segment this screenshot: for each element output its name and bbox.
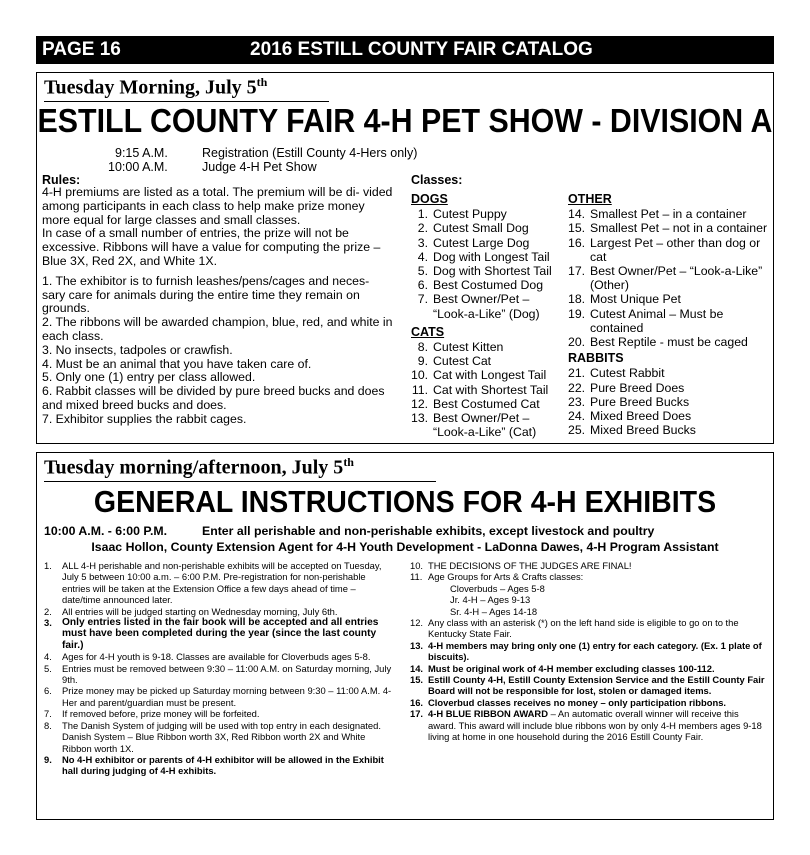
class-item: 14. Smallest Pet – in a container [568,207,747,222]
class-item: 7. Best Owner/Pet – “Look-a-Like” (Dog) [417,292,540,321]
classes-column-right [568,190,770,437]
class-item: 12. Best Costumed Cat [411,396,540,411]
schedule-time-1: 9:15 A.M. [115,146,168,160]
class-item: 18. Most Unique Pet [568,292,681,307]
rule-item: 2. The ribbons will be awarded champion, blue, red, and white in each class. [42,315,393,343]
age-group-item: Sr. 4-H – Ages 14-18 [450,605,538,617]
rules-label: Rules: [42,173,81,187]
catalog-title: 2016 ESTILL COUNTY FAIR CATALOG [250,39,593,60]
schedule-event-2: Judge 4-H Pet Show [202,160,317,174]
general-day-heading: Tuesday morning/afternoon, July 5th [44,455,436,482]
rule-item: 6. Rabbit classes will be divided by pure breed bucks and does and mixed breed bucks and does. [42,384,385,412]
instruction-item: 10. THE DECISIONS OF THE JUDGES ARE FINAL! [410,560,632,571]
entry-time-description: Enter all perishable and non-perishable exhibits, except livestock and poultry [202,524,655,538]
age-group-item: Cloverbuds – Ages 5-8 [450,582,545,594]
class-item: 21. Cutest Rabbit [568,366,665,381]
class-item: 8. Cutest Kitten [417,340,504,355]
schedule-time-2: 10:00 A.M. [108,160,168,174]
category-heading-cats: CATS [411,324,445,339]
instruction-item: 2. All entries will be judged starting on Wednesday morning, July 6th. [44,605,338,617]
rule-item: 3. No insects, tadpoles or crawfish. [42,342,233,357]
class-item: 13. Best Owner/Pet – “Look-a-Like” (Cat) [411,411,537,440]
class-item: 6. Best Costumed Dog [417,278,544,293]
pet-show-day-heading: Tuesday Morning, July 5th [44,75,329,102]
rules-intro: In case of a small number of entries, the prize will not be excessive. Ribbons will have a value for computing the prize – Blue 3X, Red 2X, and White 1X. [42,226,381,268]
category-heading-rabbits: RABBITS [568,351,624,366]
class-item: 22. Pure Breed Does [568,380,685,395]
instruction-item: 7. If removed before, prize money will be forfeited. [44,708,260,720]
class-item: 19. Cutest Animal – Must be contained [568,306,724,335]
class-item: 25. Mixed Breed Bucks [568,423,696,438]
instructions-list-right [410,560,766,743]
pet-show-title: ESTILL COUNTY FAIR 4-H PET SHOW - DIVISION A [37,102,773,139]
class-item: 9. Cutest Cat [417,354,492,369]
staff-line: Isaac Hollon, County Extension Agent for 4-H Youth Development - LaDonna Dawes, 4-H Program Assistant [91,540,719,554]
instruction-item: 4. Ages for 4-H youth is 9-18. Classes are available for Cloverbuds ages 5-8. [44,651,371,663]
class-item: 16. Largest Pet – other than dog or cat [568,235,761,264]
general-instructions-title: GENERAL INSTRUCTIONS FOR 4-H EXHIBITS [93,484,717,519]
class-item: 10. Cat with Longest Tail [411,368,547,383]
class-item: 15. Smallest Pet – not in a container [568,221,768,236]
class-item: 23. Pure Breed Bucks [568,394,690,409]
class-item: 5. Dog with Shortest Tail [417,264,552,279]
instruction-item: 14. Must be original work of 4-H member excluding classes 100-112. [410,662,715,674]
classes-label: Classes: [411,173,463,187]
page-header-bar [36,36,774,64]
instruction-item: 17. 4-H BLUE RIBBON AWARD – An automatic overall winner will receive this award. This award will include blue ribbons won by only 4-H members ages 9-18 living at home in one household during the 2016 Estill County Fair. [410,708,762,743]
rules-body [42,186,394,427]
rule-item: 1. The exhibitor is to furnish leashes/pens/cages and neces- sary care for animals during the entire time they remain on grounds. [42,273,370,316]
category-heading-other: OTHER [568,192,612,206]
entry-time: 10:00 A.M. - 6:00 P.M. [44,524,168,538]
blue-ribbon-award-label: 4-H BLUE RIBBON AWARD [428,708,548,720]
class-item: 11. Cat with Shortest Tail [411,382,549,397]
rule-item: 5. Only one (1) entry per class allowed. [42,370,256,385]
instruction-item: 5. Entries must be removed between 9:30 – 11:00 A.M. on Saturday morning, July 9th. [44,662,392,686]
class-item: 3. Cutest Large Dog [417,235,530,250]
class-item: 4. Dog with Longest Tail [417,249,550,264]
class-item: 20. Best Reptile - must be caged [568,335,748,350]
instruction-item: 12. Any class with an asterisk (*) on the left hand side is eligible to go on to the Kentucky State Fair. [410,617,739,640]
instruction-item: 8. The Danish System of judging will be used with top entry in each designated. Danish System – Blue Ribbon worth 3X, Red Ribbon worth 2X and White Ribbon worth 1X. [44,719,381,754]
instruction-item: 16. Cloverbud classes receives no money – only participation ribbons. [410,696,727,708]
blue-ribbon-award-text: – An automatic overall winner will receive this award. This award will include blue ribbons won by only 4-H members ages 9-18 living at home in one household during the 2016 Estill County Fair. [428,708,762,743]
instruction-item: 11. Age Groups for Arts & Crafts classes: [410,571,584,583]
page-number: PAGE 16 [42,39,121,60]
class-item: 17. Best Owner/Pet – “Look-a-Like” (Other) [568,264,763,293]
instruction-item: 15. Estill County 4-H, Estill County Extension Service and the Estill County Fair Board will not be responsible for lost, stolen or damaged items. [410,674,765,697]
instruction-item: 13. 4-H members may bring only one (1) entry for each category. (Ex. 1 plate of biscuits). [410,639,762,663]
classes-column-left [411,190,563,439]
class-item: 1. Cutest Puppy [417,207,507,222]
rules-intro: 4-H premiums are listed as a total. The premium will be di- vided among participants in each class to help make prize money more equal for large classes and small classes. [42,185,393,227]
instruction-item: 1. ALL 4-H perishable and non-perishable exhibits will be accepted on Tuesday, July 5 between 10:00 a.m. – 6:00 P.M. Pre-registration for non-perishable entries will be taken at the Extension Office a few days ahead of time – date/time announced later. [44,560,382,606]
age-group-item: Jr. 4-H – Ages 9-13 [450,594,531,606]
class-item: 24. Mixed Breed Does [568,409,692,424]
rule-item: 4. Must be an animal that you have taken care of. [42,356,312,371]
instruction-item: 9. No 4-H exhibitor or parents of 4-H exhibitor will be allowed in the Exhibit hall during judging of 4-H exhibits. [44,753,384,777]
schedule-event-1: Registration (Estill County 4-Hers only) [202,146,418,160]
rule-item: 7. Exhibitor supplies the rabbit cages. [42,411,247,426]
class-item: 2. Cutest Small Dog [417,221,529,236]
instruction-item: 6. Prize money may be picked up Saturday morning between 9:30 – 11:00 A.M. 4-Her and parent/guardian must be present. [44,685,392,708]
instructions-list-left [44,560,394,777]
instruction-item: 3. Only entries listed in the fair book will be accepted and all entries must have been completed during the year (since the last county fair.) [44,617,379,651]
category-heading-dogs: DOGS [411,192,448,206]
